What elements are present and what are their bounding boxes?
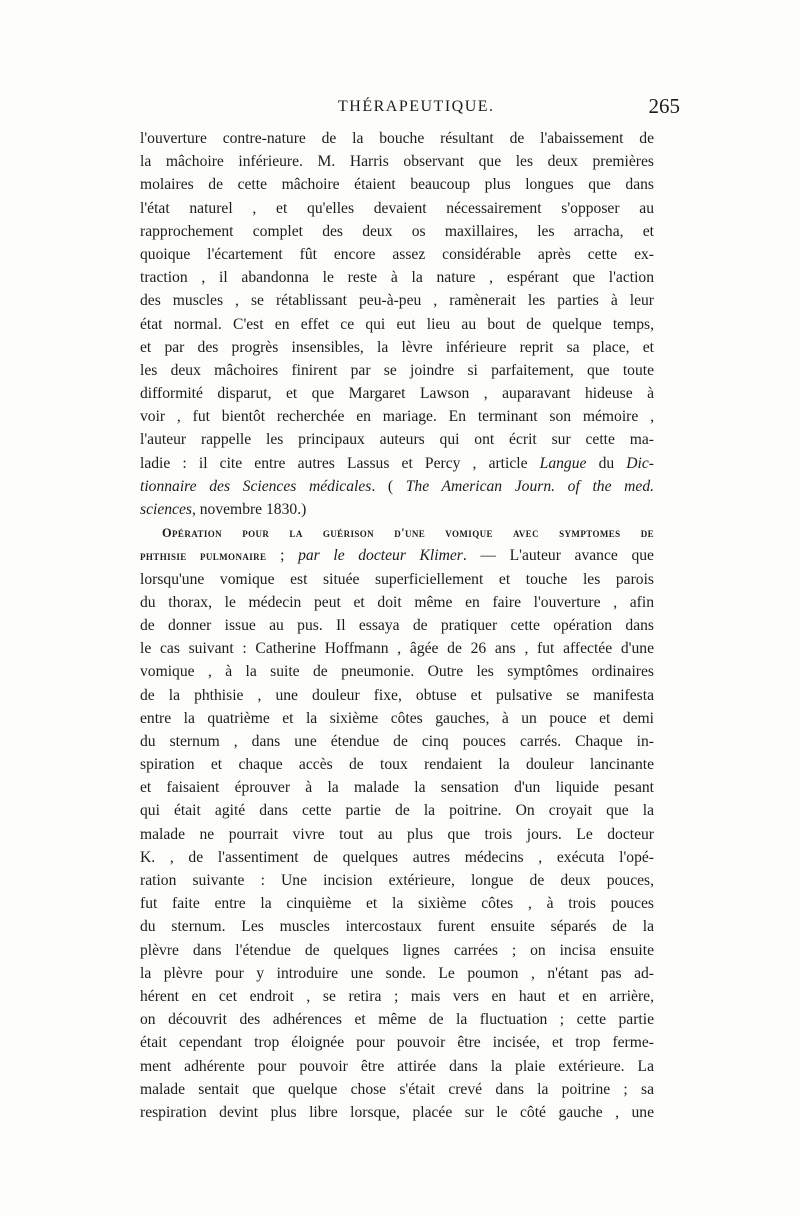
- text-line: malade sentait que quelque chose s'était crevé dans la poitrine ; sa: [140, 1080, 654, 1098]
- italic-run: sciences: [140, 501, 192, 518]
- text-line: malade ne pourrait vivre tout au plus que trois jours. Le docteur: [140, 825, 654, 843]
- heading-caps-run: phthisie pulmonaire: [140, 549, 267, 564]
- text-line: le cas suivant : Catherine Hoffmann , âgée de 26 ans , fut affectée d'une: [140, 640, 654, 658]
- text-line: l'auteur rappelle les principaux auteurs qui ont écrit sur cette ma-: [140, 431, 654, 449]
- page-number: 265: [648, 94, 680, 118]
- text-line: la mâchoire inférieure. M. Harris observant que les deux premières: [140, 153, 654, 171]
- text-line: [140, 498, 654, 521]
- italic-run: par le docteur Klimer: [298, 547, 463, 565]
- text-line: plèvre dans l'étendue de quelques lignes carrées ; on incisa ensuite: [140, 941, 654, 959]
- text-run: ladie : il cite entre autres Lassus et Percy , article: [140, 454, 540, 472]
- text-line: et par des progrès insensibles, la lèvre inférieure reprit sa place, et: [140, 338, 654, 356]
- heading-caps-run: Opération pour la guérison d'une vomique avec symptomes de: [162, 526, 654, 541]
- text-line: K. , de l'assentiment de quelques autres médecins , exécuta l'opé-: [140, 848, 654, 866]
- text-line: l'état naturel , et qu'elles devaient nécessairement s'opposer au: [140, 199, 654, 217]
- text-run: du: [586, 454, 627, 472]
- text-line: du sternum. Les muscles intercostaux furent ensuite séparés de la: [140, 918, 654, 936]
- text-line: de la phthisie , une douleur fixe, obtuse et pulsative se manifesta: [140, 686, 654, 704]
- text-line: quoique l'écartement fût encore assez considérable après cette ex-: [140, 245, 654, 263]
- text-line: vomique , à la suite de pneumonie. Outre les symptômes ordinaires: [140, 663, 654, 681]
- text-run: . — L'auteur avance que: [462, 547, 654, 565]
- text-line: état normal. C'est en effet ce qui eut lieu au bout de quelque temps,: [140, 315, 654, 333]
- text-line: hérent en cet endroit , se retira ; mais vers en haut et en arrière,: [140, 987, 654, 1005]
- text-line: [140, 452, 654, 475]
- text-line: traction , il abandonna le reste à la nature , espérant que l'action: [140, 269, 654, 287]
- text-run: . (: [371, 477, 406, 495]
- text-line: molaires de cette mâchoire étaient beaucoup plus longues que dans: [140, 176, 654, 194]
- text-line: les deux mâchoires finirent par se joindre si parfaitement, que toute: [140, 361, 654, 379]
- italic-run: Langue: [539, 454, 587, 472]
- italic-run: The American Journ. of the med.: [405, 477, 655, 495]
- text-line: la plèvre pour y introduire une sonde. Le poumon , n'étant pas ad-: [140, 964, 654, 982]
- text-line: du sternum , dans une étendue de cinq pouces carrés. Chaque in-: [140, 732, 654, 750]
- text-line: était cependant trop éloignée pour pouvoir être incisée, et trop ferme-: [140, 1034, 654, 1052]
- text-line: [140, 544, 654, 567]
- text-line: entre la quatrième et la sixième côtes gauches, à un pouce et demi: [140, 709, 654, 727]
- text-line: lorsqu'une vomique est située superficiellement et touche les parois: [140, 570, 654, 588]
- text-line: difformité disparut, et que Margaret Lawson , auparavant hideuse à: [140, 385, 654, 403]
- text-line: rapprochement complet des deux os maxillaires, les arracha, et: [140, 222, 654, 240]
- running-title: THÉRAPEUTIQUE.: [338, 98, 495, 115]
- text-line: de donner issue au pus. Il essaya de pratiquer cette opération dans: [140, 616, 654, 634]
- text-line: l'ouverture contre-nature de la bouche résultant de l'abaissement de: [140, 130, 654, 147]
- text-line: spiration et chaque accès de toux rendaient la douleur lancinante: [140, 756, 654, 774]
- text-line: respiration devint plus libre lorsque, placée sur le côté gauche , une: [140, 1103, 654, 1121]
- text-run: ;: [266, 547, 299, 565]
- body-text: [140, 127, 654, 1124]
- italic-run: Dic-: [626, 454, 655, 472]
- text-line: des muscles , se rétablissant peu-à-peu , ramènerait les parties à leur: [140, 292, 654, 310]
- text-line: du thorax, le médecin peut et doit même en faire l'ouverture , afin: [140, 593, 654, 611]
- section-heading: [140, 521, 654, 544]
- text-line: ration suivante : Une incision extérieure, longue de deux pouces,: [140, 872, 654, 889]
- text-run: , novembre 1830.): [191, 501, 307, 518]
- text-line: voir , fut bientôt recherchée en mariage. En terminant son mémoire ,: [140, 408, 654, 426]
- text-line: on découvrit des adhérences et même de la fluctuation ; cette partie: [140, 1011, 654, 1029]
- text-line: [140, 475, 654, 498]
- text-line: fut faite entre la cinquième et la sixième côtes , à trois pouces: [140, 895, 654, 913]
- text-line: et faisaient éprouver à la malade la sensation d'un liquide pesant: [140, 779, 654, 797]
- italic-run: tionnaire des Sciences médicales: [140, 477, 372, 495]
- text-line: ment adhérente pour pouvoir être attirée dans la plaie extérieure. La: [140, 1057, 654, 1075]
- running-head: [140, 94, 680, 128]
- text-line: qui était agité dans cette partie de la poitrine. On croyait que la: [140, 802, 654, 820]
